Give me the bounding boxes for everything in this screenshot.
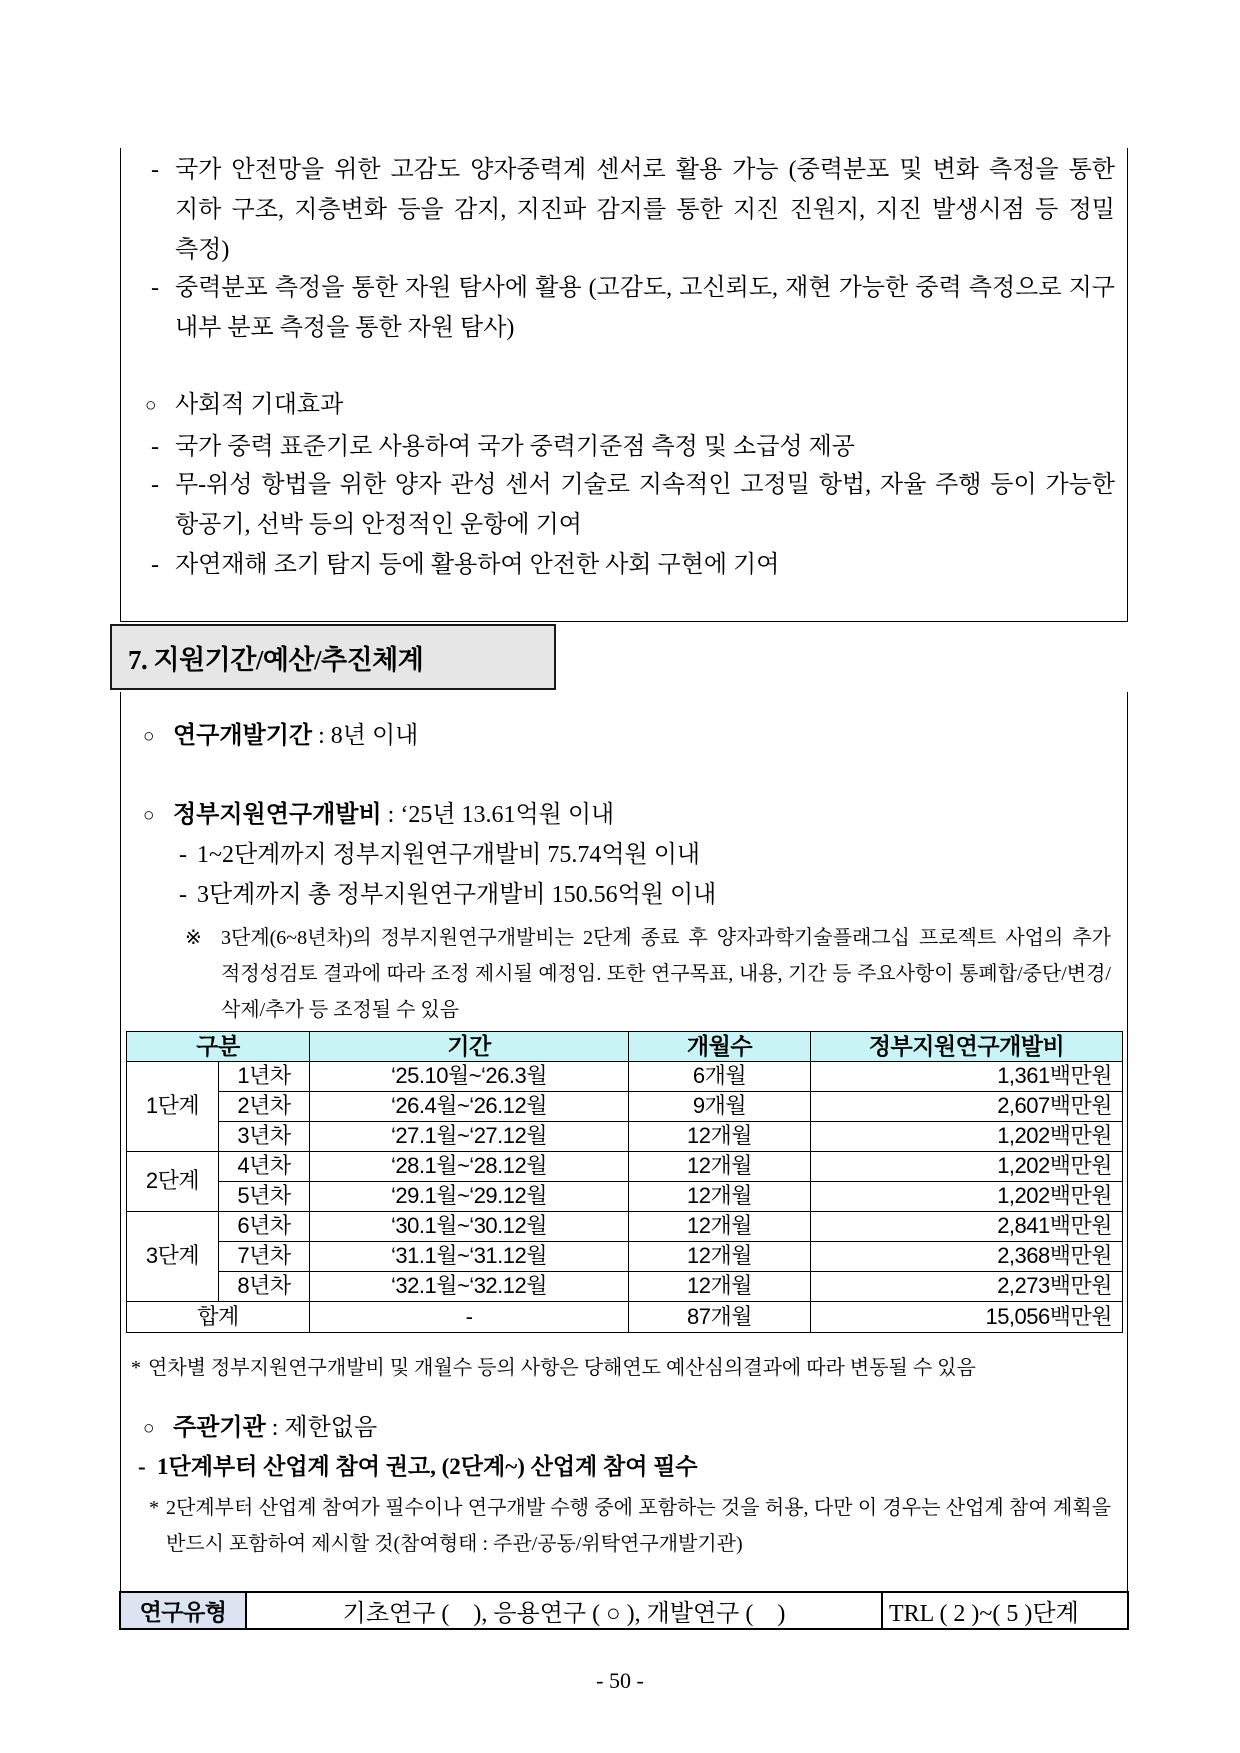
- bullet-item: [151, 545, 1115, 585]
- dash-marker: -: [151, 472, 159, 498]
- page-number: - 50 -: [596, 1668, 644, 1693]
- asterisk-marker: *: [149, 1497, 159, 1519]
- table-row: [127, 1122, 1123, 1152]
- circle-marker: ○: [143, 726, 155, 747]
- period-cell: ‘32.1월~‘32.12월: [310, 1272, 629, 1302]
- bullet-text: 자연재해 조기 탐지 등에 활용하여 안전한 사회 구현에 기여: [175, 552, 780, 578]
- year-cell: 7년차: [219, 1242, 310, 1272]
- months-cell: 12개월: [629, 1182, 811, 1212]
- budget-cell: 1,361백만원: [811, 1062, 1123, 1092]
- budget-table: [126, 1031, 1123, 1333]
- stage-cell: 2단계: [127, 1152, 219, 1212]
- total-months-cell: 87개월: [629, 1302, 811, 1333]
- bullet-item: [151, 268, 1115, 348]
- industry-participation-line: [133, 1447, 1115, 1487]
- section-title: 7. 지원기간/예산/추진체계: [128, 644, 424, 675]
- research-type-table: [119, 1591, 1129, 1630]
- rnd-period-line: [143, 716, 1115, 757]
- period-cell: ‘27.1월~‘27.12월: [310, 1122, 629, 1152]
- year-cell: 1년차: [219, 1062, 310, 1092]
- circle-marker: ○: [145, 395, 157, 416]
- months-cell: 12개월: [629, 1242, 811, 1272]
- period-cell: ‘31.1월~‘31.12월: [310, 1242, 629, 1272]
- table-row: [127, 1272, 1123, 1302]
- section-7-heading: [110, 624, 556, 690]
- stage-cell: 1단계: [127, 1062, 219, 1152]
- table-row: [127, 1212, 1123, 1242]
- months-cell: 12개월: [629, 1272, 811, 1302]
- circle-marker: ○: [143, 805, 155, 826]
- gov-budget-value: : ‘25년 13.61억원 이내: [381, 802, 615, 828]
- bullet-text: 1~2단계까지 정부지원연구개발비 75.74억원 이내: [197, 842, 701, 868]
- budget-cell: 2,607백만원: [811, 1092, 1123, 1122]
- year-cell: 2년차: [219, 1092, 310, 1122]
- footnote-text: 연차별 정부지원연구개발비 및 개월수 등의 사항은 당해연도 예산심의결과에 따라 변동될 수 있음: [148, 1357, 976, 1379]
- months-cell: 12개월: [629, 1152, 811, 1182]
- col-header-months: 개월수: [629, 1032, 811, 1062]
- organizer-line: [143, 1408, 1115, 1449]
- stage-cell: 3단계: [127, 1212, 219, 1302]
- year-cell: 3년차: [219, 1122, 310, 1152]
- organizer-label: 주관기관: [173, 1415, 266, 1441]
- year-cell: 8년차: [219, 1272, 310, 1302]
- months-cell: 12개월: [629, 1212, 811, 1242]
- table-row: [127, 1092, 1123, 1122]
- budget-cell: 2,273백만원: [811, 1272, 1123, 1302]
- months-cell: 9개월: [629, 1092, 811, 1122]
- table-header-row: [127, 1032, 1123, 1062]
- dash-marker: -: [179, 882, 187, 908]
- table-row: [127, 1242, 1123, 1272]
- previous-section-box: [120, 148, 1128, 622]
- circle-marker: ○: [143, 1418, 155, 1439]
- year-cell: 6년차: [219, 1212, 310, 1242]
- asterisk-marker: *: [131, 1357, 141, 1379]
- note-text: 3단계(6~8년차)의 정부지원연구개발비는 2단계 종료 후 양자과학기술플래그십 프로젝트 사업의 추가 적정성검토 결과에 따라 조정 제시될 예정임. 또한 연구목표, 내용, 기간 등 주요사항이 통폐합/중단/변경/삭제/추가 등 조정될 수 있음: [221, 927, 1111, 1021]
- section-7-box: [120, 692, 1128, 1593]
- bullet-item: [151, 465, 1115, 545]
- table-row: [127, 1062, 1123, 1092]
- period-cell: ‘30.1월~‘30.12월: [310, 1212, 629, 1242]
- budget-cell: 1,202백만원: [811, 1152, 1123, 1182]
- year-cell: 4년차: [219, 1152, 310, 1182]
- period-cell: ‘26.4월~‘26.12월: [310, 1092, 629, 1122]
- total-label-cell: 합계: [127, 1302, 310, 1333]
- col-header-budget: 정부지원연구개발비: [811, 1032, 1123, 1062]
- total-budget-cell: 15,056백만원: [811, 1302, 1123, 1333]
- budget-cell: 1,202백만원: [811, 1182, 1123, 1212]
- rnd-period-value: : 8년 이내: [312, 723, 419, 749]
- research-type-options: 기초연구 ( ), 응용연구 ( ○ ), 개발연구 ( ): [342, 1601, 786, 1627]
- dash-marker: -: [151, 434, 159, 460]
- reference-marker: ※: [185, 927, 202, 949]
- bullet-item: [151, 427, 1115, 467]
- total-period-cell: -: [310, 1302, 629, 1333]
- months-cell: 12개월: [629, 1122, 811, 1152]
- year-cell: 5년차: [219, 1182, 310, 1212]
- dash-marker: -: [151, 157, 159, 183]
- months-cell: 6개월: [629, 1062, 811, 1092]
- budget-sub-bullet: [173, 835, 1115, 875]
- budget-cell: 2,841백만원: [811, 1212, 1123, 1242]
- organizer-footnote: [149, 1490, 1111, 1562]
- gov-budget-label: 정부지원연구개발비: [173, 802, 382, 828]
- dash-marker: -: [151, 552, 159, 578]
- emphasis-text: 1단계부터 산업계 참여 권고, (2단계~) 산업계 참여 필수: [157, 1454, 698, 1479]
- gov-budget-line: [143, 795, 1115, 836]
- trl-range: TRL ( 2 )~( 5 )단계: [881, 1593, 1127, 1628]
- rnd-period-label: 연구개발기간: [173, 723, 313, 749]
- period-cell: ‘28.1월~‘28.12월: [310, 1152, 629, 1182]
- table-total-row: [127, 1302, 1123, 1333]
- table-row: [127, 1182, 1123, 1212]
- social-effects-heading: [145, 385, 1115, 426]
- bullet-text: 국가 안전망을 위한 고감도 양자중력계 센서로 활용 가능 (중력분포 및 변화 측정을 통한 지하 구조, 지층변화 등을 감지, 지진파 감지를 통한 지진 진원지, 지진 발생시점 등 정밀 측정): [175, 157, 1115, 263]
- budget-cell: 1,202백만원: [811, 1122, 1123, 1152]
- table-row: [127, 1152, 1123, 1182]
- bullet-text: 중력분포 측정을 통한 자원 탐사에 활용 (고감도, 고신뢰도, 재현 가능한 중력 측정으로 지구 내부 분포 측정을 통한 자원 탐사): [175, 275, 1115, 341]
- heading-text: 사회적 기대효과: [175, 392, 344, 418]
- dash-marker: -: [151, 275, 159, 301]
- budget-sub-bullet: [173, 875, 1115, 915]
- table-footnote: [131, 1352, 1115, 1384]
- research-type-label: 연구유형: [121, 1593, 247, 1628]
- col-header-period: 기간: [310, 1032, 629, 1062]
- budget-reference-note: [185, 920, 1111, 1028]
- period-cell: ‘25.10월~‘26.3월: [310, 1062, 629, 1092]
- dash-marker: -: [138, 1454, 146, 1479]
- bullet-text: 3단계까지 총 정부지원연구개발비 150.56억원 이내: [197, 882, 717, 908]
- budget-cell: 2,368백만원: [811, 1242, 1123, 1272]
- organizer-value: : 제한없음: [265, 1415, 378, 1441]
- col-header-category: 구분: [127, 1032, 310, 1062]
- bullet-text: 국가 중력 표준기로 사용하여 국가 중력기준점 측정 및 소급성 제공: [175, 434, 855, 460]
- footnote-text: 2단계부터 산업계 참여가 필수이나 연구개발 수행 중에 포함하는 것을 허용, 다만 이 경우는 산업계 참여 계획을 반드시 포함하여 제시할 것(참여형태 : 주관/공동/위탁연구개발기관): [166, 1497, 1111, 1555]
- bullet-item: [151, 150, 1115, 270]
- bullet-text: 무-위성 항법을 위한 양자 관성 센서 기술로 지속적인 고정밀 항법, 자율 주행 등이 가능한 항공기, 선박 등의 안정적인 운항에 기여: [175, 472, 1115, 538]
- period-cell: ‘29.1월~‘29.12월: [310, 1182, 629, 1212]
- dash-marker: -: [179, 842, 187, 868]
